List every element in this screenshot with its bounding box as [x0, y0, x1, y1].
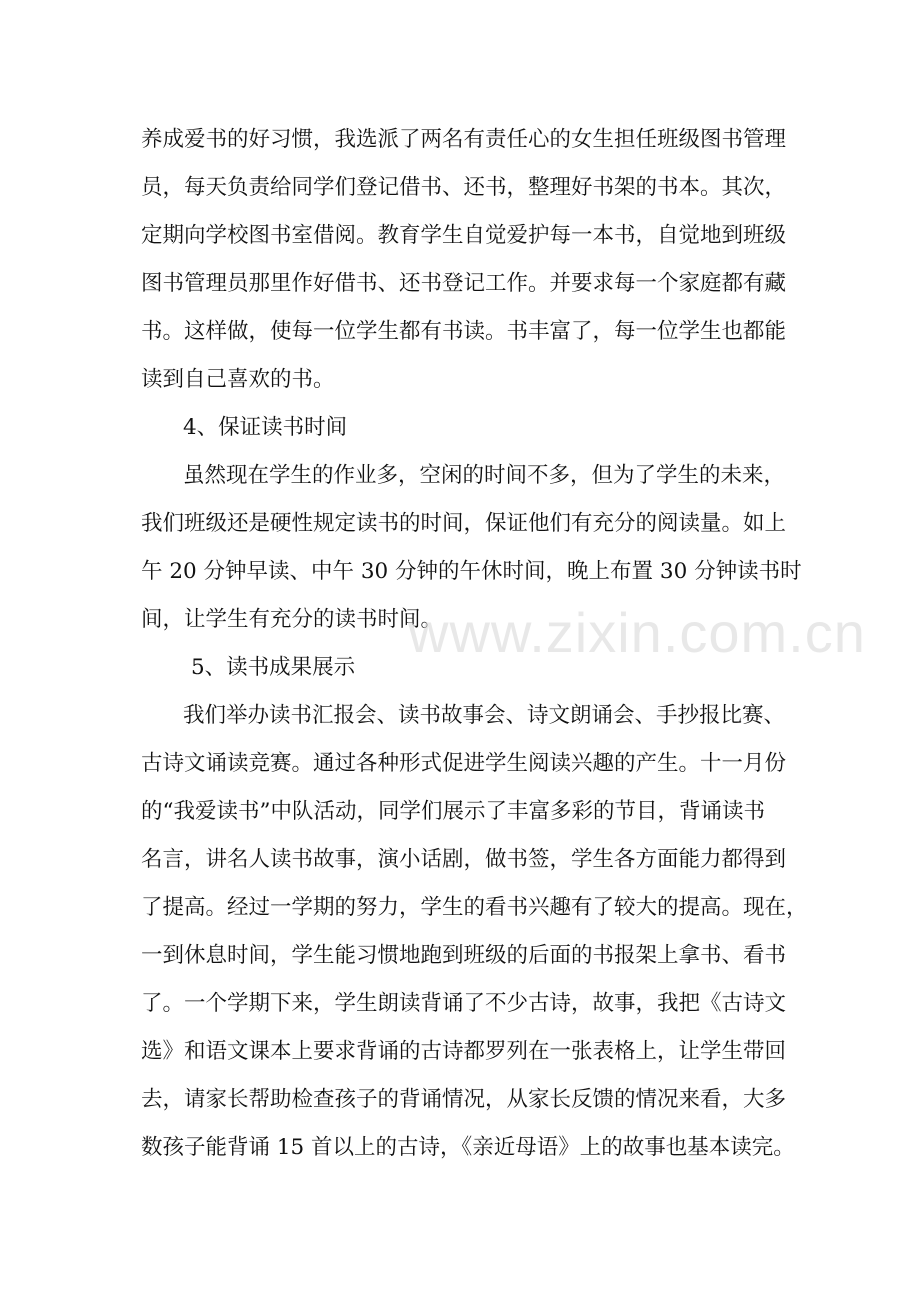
paragraph-line: 间，让学生有充分的读书时间。	[141, 607, 443, 632]
paragraph-line: 古诗文诵读竞赛。通过各种形式促进学生阅读兴趣的产生。十一月份	[141, 751, 787, 776]
watermark: www.zixin.com.cn	[408, 601, 866, 664]
paragraph-line: 定期向学校图书室借阅。教育学生自觉爱护每一本书，自觉地到班级	[141, 223, 787, 248]
paragraph-line: 选》和语文课本上要求背诵的古诗都罗列在一张表格上，让学生带回	[141, 1039, 787, 1064]
paragraph-line: 我们举办读书汇报会、读书故事会、诗文朗诵会、手抄报比赛、	[183, 703, 786, 728]
section-heading-5: 5、读书成果展示	[191, 655, 356, 680]
paragraph-line: 的“我爱读书”中队活动，同学们展示了丰富多彩的节目，背诵读书	[141, 799, 765, 824]
paragraph-line: 了提高。经过一学期的努力，学生的看书兴趣有了较大的提高。现在，	[141, 895, 808, 920]
paragraph-line: 我们班级还是硬性规定读书的时间，保证他们有充分的阅读量。如上	[141, 511, 787, 536]
paragraph-line: 午 20 分钟早读、中午 30 分钟的午休时间，晚上布置 30 分钟读书时	[141, 559, 802, 584]
paragraph-line: 名言，讲名人读书故事，演小话剧，做书签，学生各方面能力都得到	[141, 847, 787, 872]
section-heading-4: 4、保证读书时间	[183, 415, 348, 440]
paragraph-line: 了。一个学期下来，学生朗读背诵了不少古诗，故事，我把《古诗文	[141, 991, 787, 1016]
paragraph-line: 书。这样做，使每一位学生都有书读。书丰富了，每一位学生也都能	[141, 319, 787, 344]
paragraph-line: 数孩子能背诵 15 首以上的古诗，《亲近母语》上的故事也基本读完。	[141, 1135, 795, 1160]
paragraph-line: 读到自己喜欢的书。	[141, 367, 335, 392]
paragraph-line: 图书管理员那里作好借书、还书登记工作。并要求每一个家庭都有藏	[141, 271, 787, 296]
paragraph-line: 员，每天负责给同学们登记借书、还书，整理好书架的书本。其次，	[141, 175, 787, 200]
paragraph-line: 养成爱书的好习惯，我选派了两名有责任心的女生担任班级图书管理	[141, 127, 787, 152]
paragraph-line: 虽然现在学生的作业多，空闲的时间不多，但为了学生的未来，	[183, 463, 786, 488]
paragraph-line: 一到休息时间，学生能习惯地跑到班级的后面的书报架上拿书、看书	[141, 943, 787, 968]
document-body	[141, 116, 808, 1172]
paragraph-line: 去，请家长帮助检查孩子的背诵情况，从家长反馈的情况来看，大多	[141, 1087, 787, 1112]
